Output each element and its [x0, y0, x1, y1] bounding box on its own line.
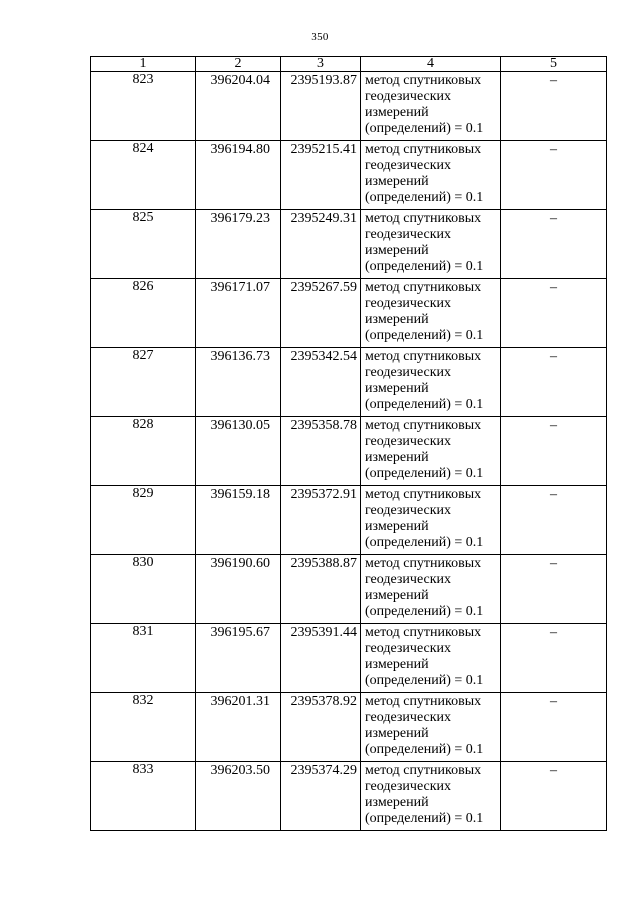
x-coordinate-cell: 396203.50 — [196, 762, 281, 831]
method-text-line: геодезических — [365, 779, 452, 794]
table-row — [91, 348, 607, 417]
method-text-line: измерений — [365, 105, 429, 120]
y-coordinate-cell: 2395215.41 — [281, 141, 361, 210]
method-text-line: метод спутниковых — [365, 349, 482, 364]
table-row — [91, 417, 607, 486]
method-cell — [361, 348, 501, 417]
method-text-line: измерений — [365, 243, 429, 258]
x-coordinate-cell: 396201.31 — [196, 693, 281, 762]
method-text-line: (определений) = 0.1 — [365, 121, 484, 136]
method-text-line: (определений) = 0.1 — [365, 328, 484, 343]
method-text-line: (определений) = 0.1 — [365, 535, 484, 550]
note-cell: – — [501, 279, 607, 348]
table-row — [91, 762, 607, 831]
note-cell: – — [501, 417, 607, 486]
method-text-line: геодезических — [365, 503, 452, 518]
y-coordinate-cell: 2395267.59 — [281, 279, 361, 348]
point-number-cell: 826 — [91, 279, 196, 348]
method-text-line: (определений) = 0.1 — [365, 673, 484, 688]
method-text-line: (определений) = 0.1 — [365, 397, 484, 412]
x-coordinate-cell: 396159.18 — [196, 486, 281, 555]
note-cell: – — [501, 141, 607, 210]
method-cell — [361, 486, 501, 555]
note-cell: – — [501, 486, 607, 555]
point-number-cell: 831 — [91, 624, 196, 693]
method-text-line: (определений) = 0.1 — [365, 259, 484, 274]
x-coordinate-cell: 396194.80 — [196, 141, 281, 210]
point-number-cell: 833 — [91, 762, 196, 831]
table-row — [91, 693, 607, 762]
table-row — [91, 279, 607, 348]
point-number-cell: 827 — [91, 348, 196, 417]
method-cell — [361, 279, 501, 348]
method-text-line: измерений — [365, 726, 429, 741]
x-coordinate-cell: 396204.04 — [196, 72, 281, 141]
method-text-line: измерений — [365, 174, 429, 189]
column-header-4: 4 — [361, 57, 501, 72]
method-text-line: измерений — [365, 657, 429, 672]
method-text-line: измерений — [365, 519, 429, 534]
method-text-line: метод спутниковых — [365, 625, 482, 640]
y-coordinate-cell: 2395193.87 — [281, 72, 361, 141]
x-coordinate-cell: 396179.23 — [196, 210, 281, 279]
point-number-cell: 829 — [91, 486, 196, 555]
y-coordinate-cell: 2395374.29 — [281, 762, 361, 831]
method-text-line: метод спутниковых — [365, 556, 482, 571]
table-row — [91, 72, 607, 141]
table-row — [91, 210, 607, 279]
y-coordinate-cell: 2395388.87 — [281, 555, 361, 624]
point-number-cell: 824 — [91, 141, 196, 210]
method-cell — [361, 210, 501, 279]
y-coordinate-cell: 2395358.78 — [281, 417, 361, 486]
method-text-line: (определений) = 0.1 — [365, 811, 484, 826]
note-cell: – — [501, 348, 607, 417]
method-cell — [361, 72, 501, 141]
method-text-line: геодезических — [365, 434, 452, 449]
point-number-cell: 830 — [91, 555, 196, 624]
method-cell — [361, 141, 501, 210]
method-text-line: геодезических — [365, 158, 452, 173]
method-text-line: метод спутниковых — [365, 694, 482, 709]
coordinates-table — [90, 56, 607, 831]
method-text-line: геодезических — [365, 365, 452, 380]
method-text-line: (определений) = 0.1 — [365, 466, 484, 481]
table-header-row — [91, 57, 607, 72]
note-cell: – — [501, 210, 607, 279]
point-number-cell: 825 — [91, 210, 196, 279]
x-coordinate-cell: 396136.73 — [196, 348, 281, 417]
x-coordinate-cell: 396190.60 — [196, 555, 281, 624]
point-number-cell: 823 — [91, 72, 196, 141]
method-cell — [361, 762, 501, 831]
method-text-line: метод спутниковых — [365, 73, 482, 88]
method-text-line: метод спутниковых — [365, 418, 482, 433]
method-cell — [361, 624, 501, 693]
note-cell: – — [501, 624, 607, 693]
note-cell: – — [501, 555, 607, 624]
point-number-cell: 832 — [91, 693, 196, 762]
method-text-line: геодезических — [365, 227, 452, 242]
method-text-line: (определений) = 0.1 — [365, 604, 484, 619]
x-coordinate-cell: 396171.07 — [196, 279, 281, 348]
note-cell: – — [501, 762, 607, 831]
method-text-line: метод спутниковых — [365, 763, 482, 778]
method-cell — [361, 555, 501, 624]
method-text-line: (определений) = 0.1 — [365, 742, 484, 757]
method-text-line: метод спутниковых — [365, 142, 482, 157]
table-row — [91, 141, 607, 210]
method-text-line: измерений — [365, 795, 429, 810]
y-coordinate-cell: 2395249.31 — [281, 210, 361, 279]
method-text-line: измерений — [365, 312, 429, 327]
method-text-line: измерений — [365, 381, 429, 396]
note-cell: – — [501, 693, 607, 762]
method-text-line: (определений) = 0.1 — [365, 190, 484, 205]
note-cell: – — [501, 72, 607, 141]
column-header-1: 1 — [91, 57, 196, 72]
column-header-3: 3 — [281, 57, 361, 72]
method-text-line: метод спутниковых — [365, 280, 482, 295]
y-coordinate-cell: 2395391.44 — [281, 624, 361, 693]
table-row — [91, 555, 607, 624]
table-row — [91, 624, 607, 693]
method-cell — [361, 693, 501, 762]
method-text-line: измерений — [365, 588, 429, 603]
column-header-2: 2 — [196, 57, 281, 72]
method-text-line: измерений — [365, 450, 429, 465]
column-header-5: 5 — [501, 57, 607, 72]
method-text-line: геодезических — [365, 710, 452, 725]
y-coordinate-cell: 2395378.92 — [281, 693, 361, 762]
page-number: 350 — [311, 31, 329, 43]
point-number-cell: 828 — [91, 417, 196, 486]
method-text-line: метод спутниковых — [365, 211, 482, 226]
method-text-line: геодезических — [365, 572, 452, 587]
y-coordinate-cell: 2395342.54 — [281, 348, 361, 417]
method-text-line: геодезических — [365, 89, 452, 104]
method-text-line: геодезических — [365, 296, 452, 311]
table-body — [91, 72, 607, 831]
method-text-line: метод спутниковых — [365, 487, 482, 502]
method-text-line: геодезических — [365, 641, 452, 656]
y-coordinate-cell: 2395372.91 — [281, 486, 361, 555]
table-row — [91, 486, 607, 555]
x-coordinate-cell: 396130.05 — [196, 417, 281, 486]
method-cell — [361, 417, 501, 486]
x-coordinate-cell: 396195.67 — [196, 624, 281, 693]
